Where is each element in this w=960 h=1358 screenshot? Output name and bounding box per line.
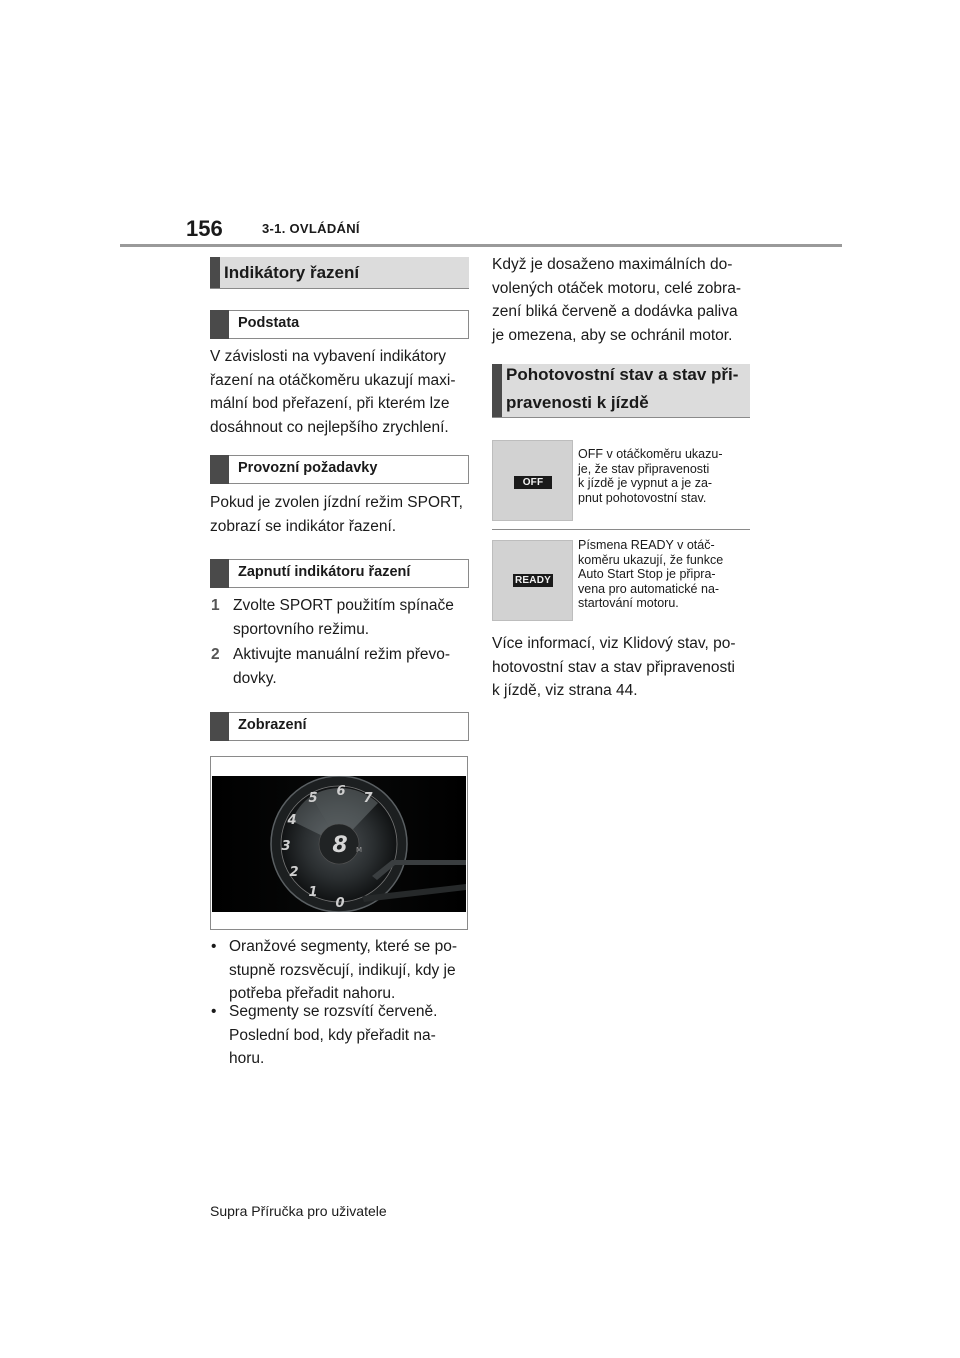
off-indicator-image	[492, 440, 573, 521]
text-line: k jízdě, viz strana 44.	[492, 682, 638, 699]
heading-bar	[210, 559, 229, 588]
bullet-dot: •	[211, 1003, 217, 1020]
text-line: Když je dosaženo maximálních do-	[492, 256, 733, 273]
paragraph-podstata	[210, 345, 472, 439]
rpm-numeral: 2	[289, 865, 299, 880]
step-2	[211, 643, 473, 691]
off-badge: OFF	[514, 476, 552, 489]
ready-description	[578, 538, 753, 611]
chapter-title: 3-1. OVLÁDÁNÍ	[262, 221, 360, 236]
text-line: zení bliká červeně a dodávka paliva	[492, 303, 738, 320]
text-line: Pokud je zvolen jízdní režim SPORT,	[210, 494, 463, 511]
section-heading-text	[506, 361, 738, 417]
tachometer-illustration	[210, 756, 468, 930]
text-line: sportovního režimu.	[233, 620, 370, 638]
text-line: startování motoru.	[578, 596, 679, 610]
text-line: je, že stav připravenosti	[578, 461, 710, 476]
bullet-item	[211, 1000, 473, 1072]
rpm-numeral: 3	[281, 839, 291, 854]
text-line: řazení na otáčkoměru ukazují maxi-	[210, 371, 456, 389]
rpm-numeral: 4	[287, 813, 297, 828]
text-line: potřeba přeřadit nahoru.	[229, 985, 396, 1002]
section-heading-standby	[492, 364, 750, 418]
text-line: stupně rozsvěcují, indikují, kdy je	[229, 961, 456, 979]
step-number: 1	[211, 597, 220, 614]
subheading-text: Zobrazení	[238, 717, 307, 733]
subheading-zobrazeni	[210, 712, 469, 741]
text-line: Oranžové segmenty, které se po-	[229, 938, 458, 955]
text-line: pravenosti k jízdě	[506, 393, 649, 412]
text-line: Zvolte SPORT použitím spínače	[233, 597, 454, 614]
text-line: k jízdě je vypnut a je za-	[578, 476, 713, 490]
paragraph-intro	[492, 253, 754, 347]
text-line: V závislosti na vybavení indikátory	[210, 348, 447, 365]
paragraph-outro	[492, 632, 754, 703]
section-heading-text: Indikátory řazení	[224, 263, 360, 282]
text-line: mální bod přeřazení, při kterém lze	[210, 395, 450, 412]
bullet-text	[229, 935, 471, 1006]
step-1	[211, 594, 473, 642]
section-heading-shift-indicators	[210, 257, 469, 289]
text-line: Pohotovostní stav a stav při-	[506, 365, 739, 384]
text-line: Auto Start Stop je připra-	[578, 567, 716, 581]
bullet-text	[229, 1000, 471, 1071]
heading-bar	[210, 310, 229, 339]
gear-mode: M	[356, 846, 363, 854]
rpm-numeral: 5	[308, 791, 318, 806]
step-text	[233, 594, 463, 641]
heading-bar	[492, 364, 502, 417]
heading-bar	[210, 712, 229, 741]
text-line: Aktivujte manuální režim převo-	[233, 646, 451, 663]
rpm-numeral: 6	[336, 784, 346, 799]
gear-number: 8	[332, 833, 348, 858]
subheading-text: Podstata	[238, 315, 300, 331]
text-line: Segmenty se rozsvítí červeně.	[229, 1003, 438, 1020]
heading-bar	[210, 455, 229, 484]
text-line: horu.	[229, 1050, 265, 1067]
bullet-dot: •	[211, 938, 217, 955]
text-line: vena pro automatické na-	[578, 581, 720, 596]
ready-badge: READY	[514, 575, 551, 586]
bullet-item	[211, 935, 473, 1007]
footer-text: Supra Příručka pro uživatele	[210, 1203, 387, 1219]
text-line: volených otáček motoru, celé zobra-	[492, 279, 741, 297]
text-line: hotovostní stav a stav připravenosti	[492, 658, 735, 676]
subheading-zapnuti	[210, 559, 469, 588]
text-line: dovky.	[233, 669, 277, 687]
step-text	[233, 643, 463, 690]
paragraph-provozni	[210, 491, 472, 538]
off-description	[578, 447, 753, 505]
text-line: Poslední bod, kdy přeřadit na-	[229, 1026, 436, 1044]
step-number: 2	[211, 646, 220, 663]
header-rule	[120, 244, 842, 247]
text-line: OFF v otáčkoměru ukazu-	[578, 447, 723, 461]
subheading-text: Zapnutí indikátoru řazení	[238, 564, 411, 580]
text-line: Písmena READY v otáč-	[578, 538, 715, 552]
text-line: dosáhnout co nejlepšího zrychlení.	[210, 418, 449, 436]
subheading-text: Provozní požadavky	[238, 460, 378, 476]
page-number: 156	[186, 216, 223, 241]
ready-indicator-image	[492, 540, 573, 621]
heading-bar	[210, 257, 220, 288]
text-line: Více informací, viz Klidový stav, po-	[492, 635, 736, 652]
subheading-provozni-pozadavky	[210, 455, 469, 484]
rpm-numeral: 1	[308, 885, 318, 900]
tachometer-image	[212, 776, 466, 912]
rpm-numeral: 0	[335, 896, 345, 911]
text-line: zobrazí se indikátor řazení.	[210, 517, 397, 535]
text-line: je omezena, aby se ochránil motor.	[492, 326, 733, 344]
subheading-podstata	[210, 310, 469, 339]
rpm-numeral: 7	[363, 791, 373, 806]
divider	[492, 529, 750, 530]
text-line: pnut pohotovostní stav.	[578, 490, 707, 505]
text-line: koměru ukazují, že funkce	[578, 552, 724, 567]
